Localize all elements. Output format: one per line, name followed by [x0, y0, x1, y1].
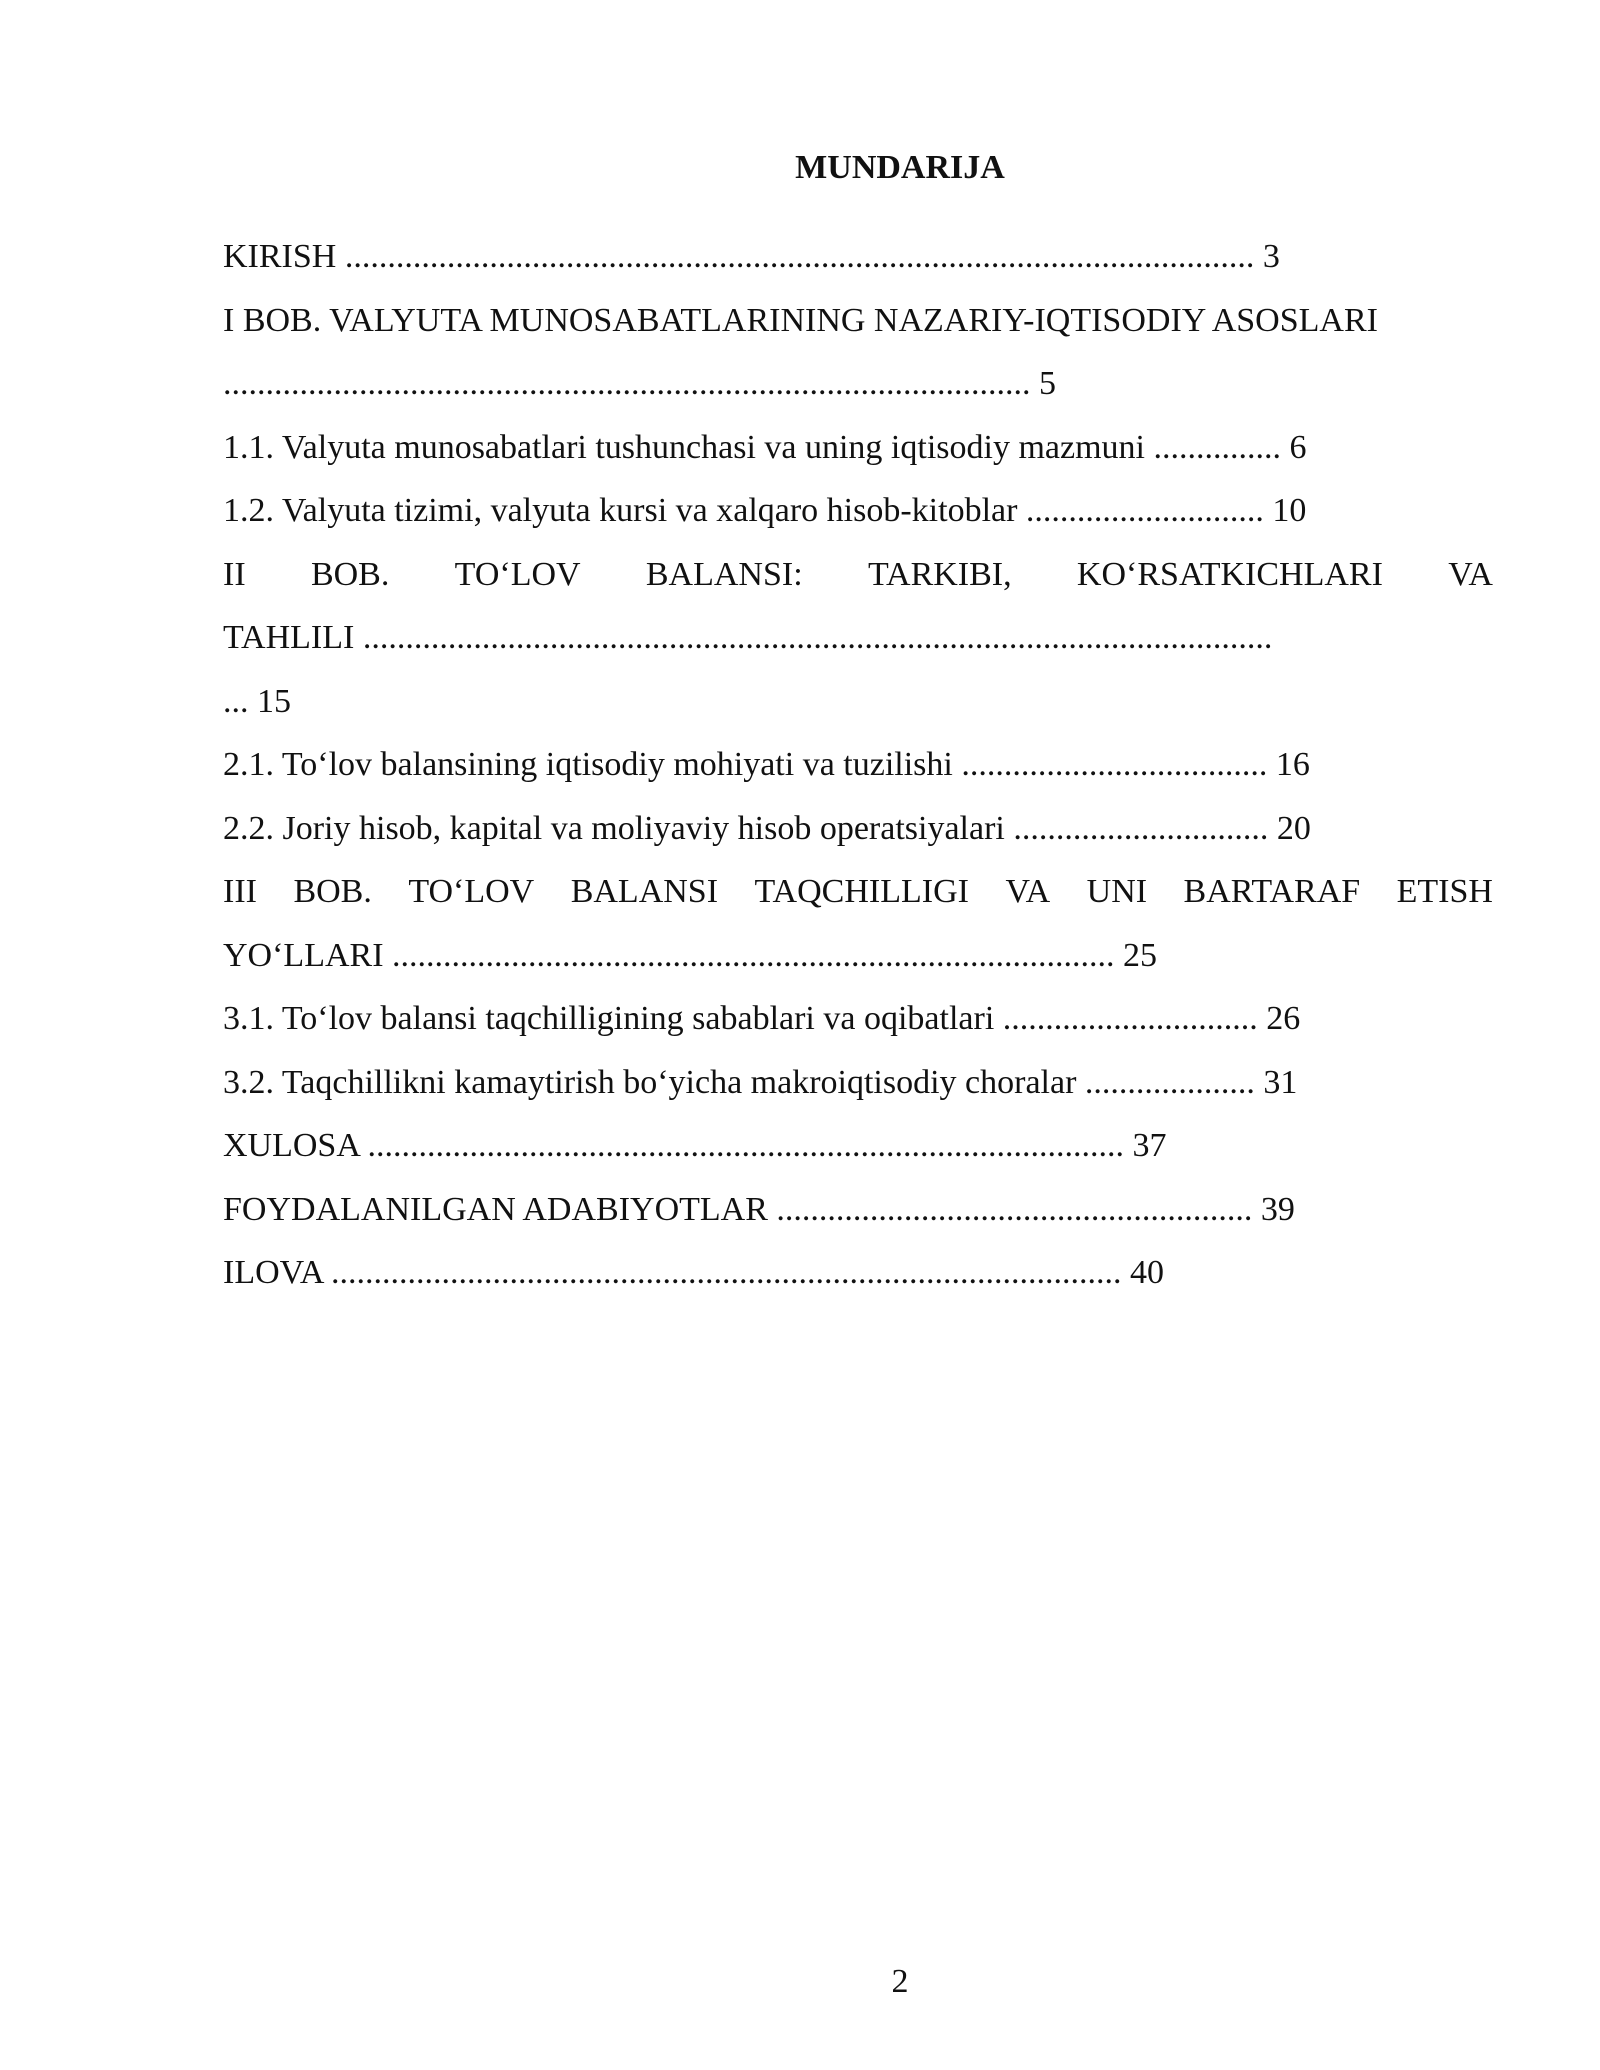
- toc-entry-2-2: 2.2. Joriy hisob, kapital va moliyaviy hisob operatsiyalari .............................. 20: [223, 809, 1311, 847]
- toc-word: II: [223, 555, 246, 593]
- page-number: 2: [891, 1963, 909, 2000]
- toc-word: III: [223, 873, 257, 910]
- toc-entry-kirish: KIRISH ........................................................................................................... 3: [223, 238, 1280, 275]
- toc-word: TAQCHILLIGI: [754, 873, 969, 910]
- toc-word: BOB.: [310, 555, 390, 593]
- toc-entry-chapter-2-page: ... 15: [223, 682, 291, 720]
- toc-entry-1-2: 1.2. Valyuta tizimi, valyuta kursi va xalqaro hisob-kitoblar ............................ 10: [223, 492, 1307, 529]
- toc-entry-1-1: 1.1. Valyuta munosabatlari tushunchasi va uning iqtisodiy mazmuni ............... 6: [223, 428, 1307, 466]
- toc-entry-3-1: 3.1. To‘lov balansi taqchilligining sabablari va oqibatlari .............................. 26: [223, 1000, 1301, 1037]
- toc-word: BALANSI:: [645, 555, 803, 593]
- toc-word: ETISH: [1396, 873, 1493, 910]
- toc-word: KO‘RSATKICHLARI: [1076, 555, 1383, 593]
- toc-entry-chapter-2-cont: TAHLILI ...........................................................................................................: [223, 619, 1273, 656]
- toc-entry-adabiyotlar: FOYDALANILGAN ADABIYOTLAR ........................................................ 39: [223, 1190, 1295, 1228]
- toc-title: MUNDARIJA: [795, 149, 1005, 186]
- toc-entry-xulosa: XULOSA ......................................................................................... 37: [223, 1127, 1167, 1164]
- toc-entry-chapter-1-page: ............................................................................................... 5: [223, 365, 1056, 402]
- toc-entry-chapter-3: [223, 860, 1493, 924]
- toc-entry-3-2: 3.2. Taqchillikni kamaytirish bo‘yicha makroiqtisodiy choralar .................... 31: [223, 1063, 1298, 1101]
- toc-entry-chapter-1: I BOB. VALYUTA MUNOSABATLARINING NAZARIY-IQTISODIY ASOSLARI: [223, 301, 1378, 339]
- toc-word: TARKIBI,: [867, 555, 1012, 593]
- toc-entry-chapter-3-cont: YO‘LLARI ..................................................................................... 25: [223, 936, 1158, 974]
- toc-word: VA: [1005, 873, 1051, 910]
- toc-word: VA: [1448, 555, 1493, 593]
- toc-entry-chapter-2: [223, 543, 1493, 607]
- toc-word: BARTARAF: [1183, 873, 1361, 910]
- toc-entry-ilova: ILOVA ............................................................................................. 40: [223, 1254, 1164, 1291]
- toc-word: TO‘LOV: [454, 555, 581, 593]
- toc-word: BALANSI: [570, 873, 719, 910]
- toc-word: UNI: [1086, 873, 1148, 910]
- toc-word: TO‘LOV: [408, 873, 535, 910]
- table-of-contents: [223, 225, 1493, 1305]
- toc-entry-2-1: 2.1. To‘lov balansining iqtisodiy mohiyati va tuzilishi .................................... 16: [223, 746, 1310, 783]
- toc-word: BOB.: [293, 873, 372, 910]
